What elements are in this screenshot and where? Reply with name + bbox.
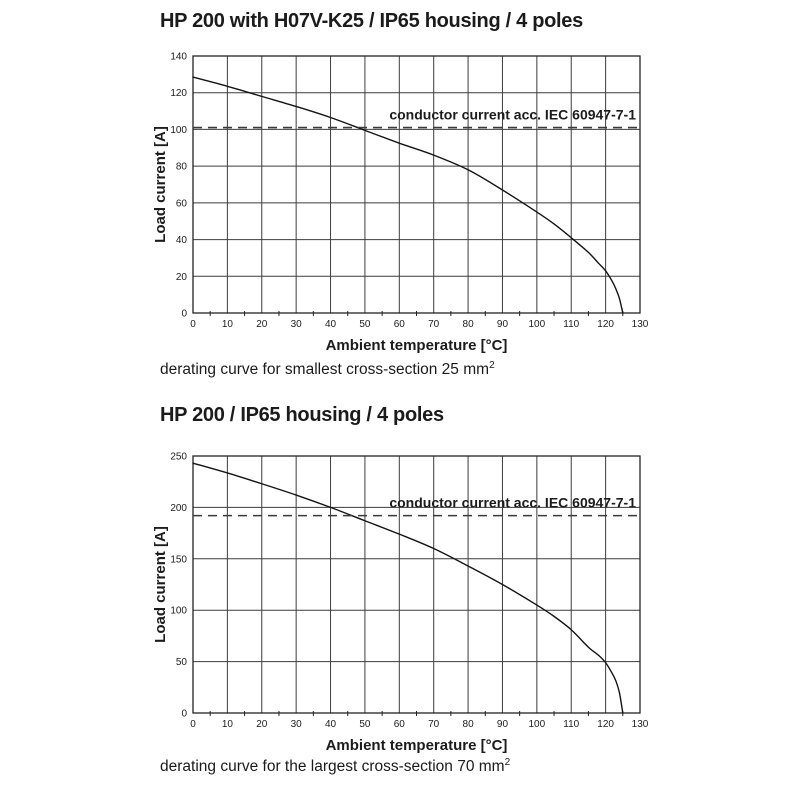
x-tick-label: 0 [190,319,196,330]
x-tick-label: 20 [256,719,268,730]
x-axis-title: Ambient temperature [°C] [325,337,508,354]
x-tick-label: 110 [563,319,580,330]
y-tick-label: 100 [170,124,187,136]
y-tick-label: 0 [181,308,187,320]
x-tick-label: 70 [428,719,440,730]
reference-line-label: conductor current acc. IEC 60947-7-1 [389,494,636,511]
x-tick-label: 10 [221,719,233,730]
y-axis-title: Load current [A] [152,126,169,243]
x-tick-label: 100 [528,319,546,330]
caption-superscript: 2 [504,757,511,768]
caption-text: derating curve for smallest cross-section 25 mm [160,361,490,379]
x-tick-label: 120 [597,319,614,330]
x-tick-label: 40 [324,719,337,730]
y-tick-label: 20 [175,271,187,283]
x-tick-label: 130 [631,719,649,730]
chart-caption-1 [160,360,495,379]
y-tick-label: 150 [170,554,187,566]
y-tick-label: 200 [170,502,187,514]
y-tick-label: 140 [170,51,187,63]
x-tick-label: 60 [393,319,405,330]
y-axis-title: Load current [A] [152,526,169,643]
reference-line-label: conductor current acc. IEC 60947-7-1 [389,106,636,123]
chart-title-1: HP 200 with H07V-K25 / IP65 housing / 4 poles [160,10,583,32]
y-tick-label: 50 [175,657,187,669]
y-tick-label: 60 [175,198,187,210]
y-tick-label: 40 [175,235,187,247]
caption-text: derating curve for the largest cross-section 70 mm [160,758,505,776]
chart-caption-2 [160,757,510,776]
x-tick-label: 50 [359,319,371,330]
x-tick-label: 80 [462,719,474,730]
derating-chart-2-plot [150,450,655,760]
x-tick-label: 30 [290,319,302,330]
x-tick-label: 120 [597,719,614,730]
x-tick-label: 70 [428,319,440,330]
x-axis-title: Ambient temperature [°C] [325,737,508,754]
x-tick-label: 0 [190,719,196,730]
y-tick-label: 100 [170,605,187,617]
plot-border [193,56,640,313]
x-tick-label: 80 [462,319,474,330]
caption-superscript: 2 [489,360,495,371]
derating-chart-1-plot [150,50,655,360]
chart-title-2: HP 200 / IP65 housing / 4 poles [160,404,444,426]
y-tick-label: 250 [170,451,187,463]
x-tick-label: 20 [256,319,268,330]
x-tick-label: 130 [631,319,649,330]
x-tick-label: 30 [290,719,302,730]
x-tick-label: 50 [359,719,371,730]
y-tick-label: 80 [175,161,187,173]
x-tick-label: 60 [393,719,405,730]
y-tick-label: 120 [170,88,187,100]
x-tick-label: 110 [563,719,580,730]
x-tick-label: 90 [496,319,509,330]
x-tick-label: 40 [324,319,337,330]
y-tick-label: 0 [181,708,187,720]
x-tick-label: 100 [528,719,546,730]
x-tick-label: 90 [496,719,509,730]
x-tick-label: 10 [221,319,233,330]
